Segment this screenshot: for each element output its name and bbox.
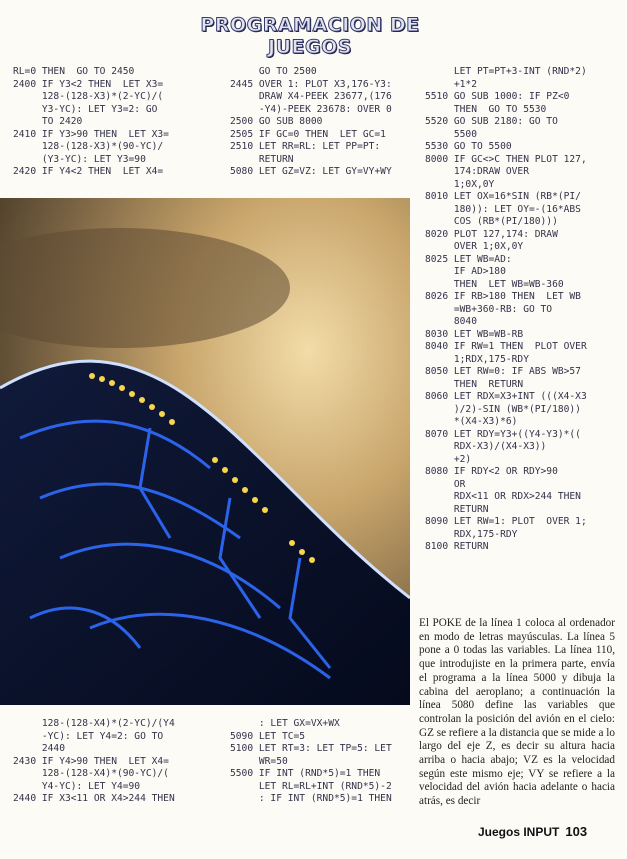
code-line: +1*2 [425, 78, 477, 90]
code-line: RETURN [425, 503, 489, 515]
code-line: RDX-X3)/(X4-X3)) [425, 441, 547, 452]
code-line: 5510 GO SUB 1000: IF PZ<0 [425, 91, 570, 102]
code-line: 2430 IF Y4>90 THEN LET X4= [13, 755, 169, 767]
code-line: 2500 GO SUB 8000 [230, 116, 323, 127]
code-line: 2410 IF Y3>90 THEN LET X3= [13, 128, 169, 140]
code-line: TO 2420 [13, 116, 83, 127]
code-line: *(X4-X3)*6) [425, 416, 518, 427]
code-line: -Y4)-PEEK 23678: OVER 0 [230, 103, 392, 115]
code-line: 5090 LET TC=5 [230, 730, 306, 742]
code-line: THEN GO TO 5530 [425, 103, 547, 115]
code-line: -YC): LET Y4=2: GO TO [13, 730, 164, 742]
code-line: 128-(128-X4)*(2-YC)/(Y4 [13, 718, 175, 729]
code-line: =WB+360-RB: GO TO [425, 303, 553, 315]
article-paragraph: El POKE de la línea 1 coloca al ordenador en modo de letras mayúsculas. La línea 5 pone a 0 todas las variables. La línea 110, que introdujiste en la primera parte, envía el programa a la línea 5000 y dibuja la cabina del aeroplano; a continuación la línea 5080 define las variables que controlan la posición del avión en el cielo: GZ se refiere a la distancia que se mide a lo largo del eje Z, es decir su altura hacia arriba o hacia abajo; VZ es la velocidad según este mismo eje; VY se refiere a la velocidad del avión hacia adelante o hacia atrás, es decir [419, 617, 615, 808]
code-line: : IF INT (RND*5)=1 THEN [230, 793, 392, 804]
page-number: 103 [565, 824, 588, 839]
code-line: RL=0 THEN GO TO 2450 [13, 66, 135, 77]
code-line: THEN RETURN [425, 378, 524, 390]
code-line: 1;RDX,175-RDY [425, 353, 529, 365]
section-header: PROGRAMACION DE JUEGOS [200, 14, 420, 58]
code-column-1-bottom [13, 718, 175, 806]
article-body [419, 617, 615, 809]
code-line: 5520 GO SUB 2180: GO TO [425, 116, 558, 127]
code-line: 2440 [13, 743, 65, 754]
code-line: 2510 LET RR=RL: LET PP=PT: [230, 141, 381, 152]
code-line: 8030 LET WB=WB-RB [425, 328, 524, 340]
code-line: GO TO 2500 [230, 66, 317, 77]
code-line: (Y3-YC): LET Y3=90 [13, 153, 146, 165]
code-line: 128-(128-X3)*(90-YC)/ [13, 141, 164, 152]
code-line: 174:DRAW OVER [425, 166, 529, 177]
code-line: 8080 IF RDY<2 OR RDY>90 [425, 466, 558, 477]
code-line: 8020 PLOT 127,174: DRAW [425, 228, 558, 240]
code-line: 2505 IF GC=0 THEN LET GC=1 [230, 128, 386, 140]
code-line: 128-(128-X4)*(90-YC)/( [13, 768, 169, 779]
code-line: 128-(128-X3)*(2-YC)/( [13, 91, 164, 102]
code-line: 180)): LET OY=-(16*ABS [425, 203, 581, 215]
code-line: 5100 LET RT=3: LET TP=5: LET [230, 743, 392, 754]
code-line: 5500 IF INT (RND*5)=1 THEN [230, 768, 381, 779]
code-line: 2420 IF Y4<2 THEN LET X4= [13, 166, 164, 177]
code-line: )/2)-SIN (WB*(PI/180)) [425, 403, 581, 415]
code-line: 2400 IF Y3<2 THEN LET X3= [13, 78, 164, 90]
code-column-1-top [13, 66, 169, 179]
code-line: 8040 [425, 316, 477, 327]
code-line: 8100 RETURN [425, 541, 489, 552]
code-line: 8026 IF RB>180 THEN LET WB [425, 291, 581, 302]
page-footer [478, 824, 618, 844]
code-line: 1;0X,0Y [425, 178, 495, 190]
code-line: DRAW X4-PEEK 23677,(176 [230, 91, 392, 102]
code-line: +2) [425, 453, 472, 465]
code-line: RETURN [230, 153, 294, 165]
code-line: COS (RB*(PI/180))) [425, 216, 558, 227]
code-line: 5530 GO TO 5500 [425, 141, 512, 152]
code-column-3 [425, 66, 587, 554]
code-line: 8025 LET WB=AD: [425, 253, 512, 265]
code-line: OVER 1;0X,0Y [425, 241, 524, 252]
code-line: OR [425, 478, 466, 490]
airplane-wing-illustration [0, 198, 410, 705]
code-line: 8070 LET RDY=Y3+((Y4-Y3)*(( [425, 428, 581, 440]
code-line: Y4-YC): LET Y4=90 [13, 780, 141, 792]
code-line: 2445 OVER 1: PLOT X3,176-Y3: [230, 78, 392, 90]
code-line: 2440 IF X3<11 OR X4>244 THEN [13, 793, 175, 804]
code-line: LET PT=PT+3-INT (RND*2) [425, 66, 587, 77]
code-line: 8060 LET RDX=X3+INT (((X4-X3 [425, 391, 587, 402]
code-line: : LET GX=VX+WX [230, 718, 340, 729]
code-column-2-bottom [230, 718, 392, 806]
code-line: 8050 LET RW=0: IF ABS WB>57 [425, 366, 581, 377]
code-line: 5500 [425, 128, 477, 140]
code-line: RDX,175-RDY [425, 528, 518, 540]
code-line: Y3-YC): LET Y3=2: GO [13, 103, 158, 115]
code-line: IF AD>180 [425, 266, 506, 277]
code-line: THEN LET WB=WB-360 [425, 278, 564, 290]
code-line: LET RL=RL+INT (RND*5)-2 [230, 780, 392, 792]
code-column-2-top [230, 66, 392, 179]
code-line: 8090 LET RW=1: PLOT OVER 1; [425, 516, 587, 527]
code-line: RDX<11 OR RDX>244 THEN [425, 491, 581, 502]
footer-label: Juegos INPUT [478, 825, 560, 839]
code-line: 8000 IF GC<>C THEN PLOT 127, [425, 153, 587, 165]
code-line: 8040 IF RW=1 THEN PLOT OVER [425, 341, 587, 352]
code-line: 5080 LET GZ=VZ: LET GY=VY+WY [230, 166, 392, 177]
code-line: 8010 LET OX=16*SIN (RB*(PI/ [425, 191, 581, 202]
code-line: WR=50 [230, 755, 288, 767]
